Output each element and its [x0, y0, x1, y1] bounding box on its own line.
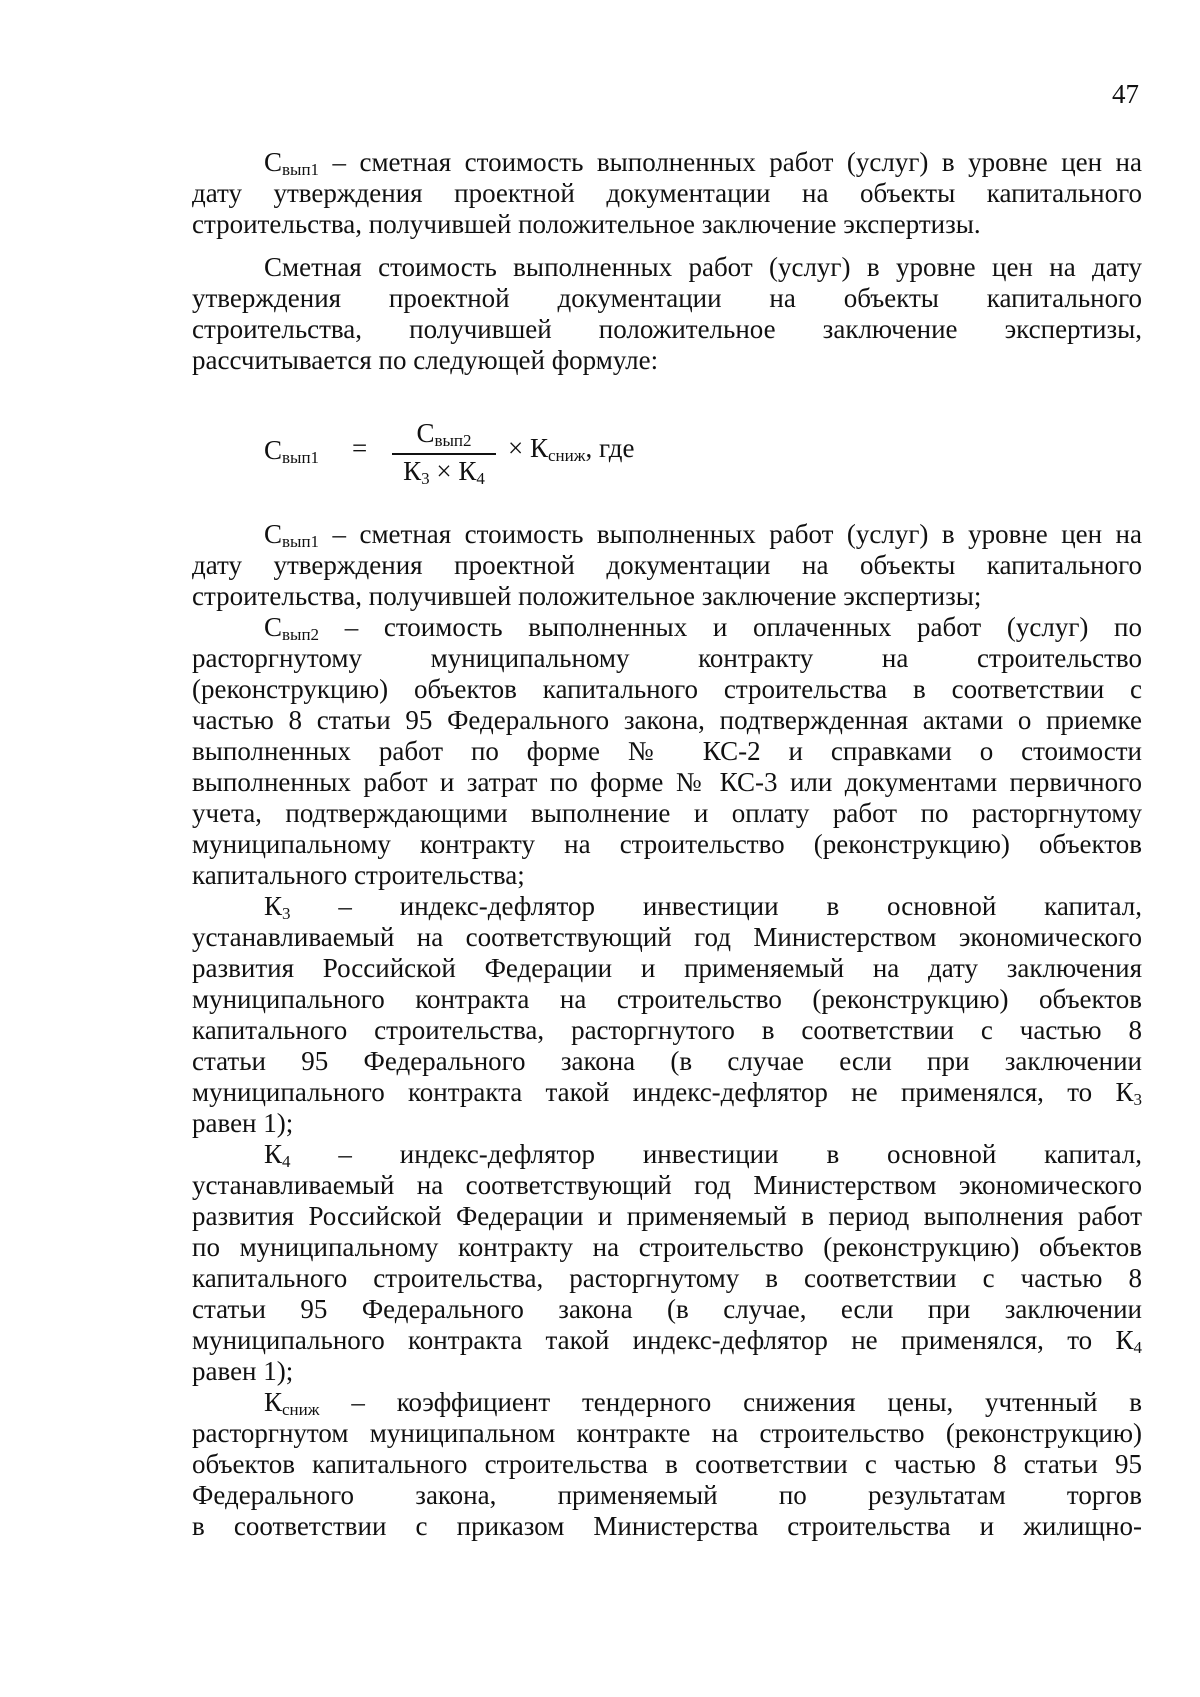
def-c2-line-3: (реконструкцию) объектов капитального строительства в соответствии с	[192, 674, 1142, 704]
def-k3-line-2: устанавливаемый на соответствующий год Министерством экономического	[192, 922, 1142, 952]
intro-line-4: рассчитывается по следующей формуле:	[192, 345, 659, 375]
formula-equals: =	[352, 433, 368, 463]
def-k4-line-5: капитального строительства, расторгнутому в соответствии с частью 8	[192, 1263, 1142, 1293]
def-c2-line-6: выполненных работ и затрат по форме № КС-3 или документами первичного	[192, 767, 1142, 797]
def-c2-line-2: расторгнутому муниципальному контракту на строительство	[192, 643, 1142, 673]
page-number: 47	[1112, 79, 1139, 109]
block1-line-2: дату утверждения проектной документации на объекты капитального	[192, 178, 1142, 208]
def-c1-line-3: строительства, получившей положительное заключение экспертизы;	[192, 581, 982, 611]
fraction-bar	[392, 453, 496, 455]
def-k3-line-6: статьи 95 Федерального закона (в случае если при заключении	[192, 1046, 1142, 1076]
formula-lhs: $С_{вып1}$	[264, 435, 320, 467]
def-ksnizh-line-2: расторгнутом муниципальном контракте на строительство (реконструкцию)	[192, 1418, 1142, 1448]
def-c2-line-1: $С_{вып2}$ – стоимость выполненных и оплаченных работ (услуг) по	[264, 612, 1142, 644]
intro-line-1: Сметная стоимость выполненных работ (услуг) в уровне цен на дату	[264, 252, 1142, 282]
formula-denominator: $К_3 \times К_4$	[403, 456, 485, 488]
def-k4-line-3: развития Российской Федерации и применяемый в период выполнения работ	[192, 1201, 1142, 1231]
def-k4-line-1: $К_4$ – индекс-дефлятор инвестиции в основной капитал,	[264, 1139, 1142, 1171]
def-k3-line-8: равен 1);	[192, 1108, 294, 1138]
formula-numerator: $С_{вып2}$	[416, 418, 472, 450]
def-ksnizh-line-1: $К_{сниж}$ – коэффициент тендерного снижения цены, учтенный в	[264, 1387, 1142, 1419]
def-k4-line-7: муниципального контракта такой индекс-дефлятор не применялся, то $К_4$	[192, 1325, 1142, 1357]
block1-line-3: строительства, получившей положительное заключение экспертизы.	[192, 209, 981, 239]
def-k4-line-4: по муниципальному контракту на строительство (реконструкцию) объектов	[192, 1232, 1142, 1262]
def-ksnizh-line-3: объектов капитального строительства в соответствии с частью 8 статьи 95	[192, 1449, 1142, 1479]
def-c2-line-4: частью 8 статьи 95 Федерального закона, подтвержденная актами о приемке	[192, 705, 1142, 735]
def-c2-line-7: учета, подтверждающими выполнение и оплату работ по расторгнутому	[192, 798, 1142, 828]
def-k3-line-4: муниципального контракта на строительство (реконструкцию) объектов	[192, 984, 1142, 1014]
def-k4-line-2: устанавливаемый на соответствующий год Министерством экономического	[192, 1170, 1142, 1200]
def-k4-line-6: статьи 95 Федерального закона (в случае, если при заключении	[192, 1294, 1142, 1324]
def-ksnizh-line-4: Федерального закона, применяемый по результатам торгов	[192, 1480, 1142, 1510]
def-k3-line-5: капитального строительства, расторгнутого в соответствии с частью 8	[192, 1015, 1142, 1045]
def-k3-line-3: развития Российской Федерации и применяемый на дату заключения	[192, 953, 1142, 983]
def-k4-line-8: равен 1);	[192, 1356, 294, 1386]
def-c1-line-1: $С_{вып1}$ – сметная стоимость выполненных работ (услуг) в уровне цен на	[264, 519, 1142, 551]
formula	[264, 418, 684, 498]
def-k3-line-7: муниципального контракта такой индекс-дефлятор не применялся, то $К_3$	[192, 1077, 1142, 1109]
intro-line-2: утверждения проектной документации на объекты капитального	[192, 283, 1142, 313]
formula-rhs: × $К_{сниж}$, где	[508, 433, 635, 465]
def-ksnizh-line-5: в соответствии с приказом Министерства строительства и жилищно-	[192, 1511, 1142, 1541]
def-c2-line-9: капитального строительства;	[192, 860, 525, 890]
block1-line-1: $С_{вып1}$ – сметная стоимость выполненных работ (услуг) в уровне цен на	[264, 147, 1142, 179]
def-c2-line-8: муниципальному контракту на строительство (реконструкцию) объектов	[192, 829, 1142, 859]
def-c2-line-5: выполненных работ по форме № КС-2 и справками о стоимости	[192, 736, 1142, 766]
term-c-vyp1: С	[264, 147, 283, 177]
intro-line-3: строительства, получившей положительное заключение экспертизы,	[192, 314, 1142, 344]
def-k3-line-1: $К_3$ – индекс-дефлятор инвестиции в основной капитал,	[264, 891, 1142, 923]
def-c1-line-2: дату утверждения проектной документации на объекты капитального	[192, 550, 1142, 580]
